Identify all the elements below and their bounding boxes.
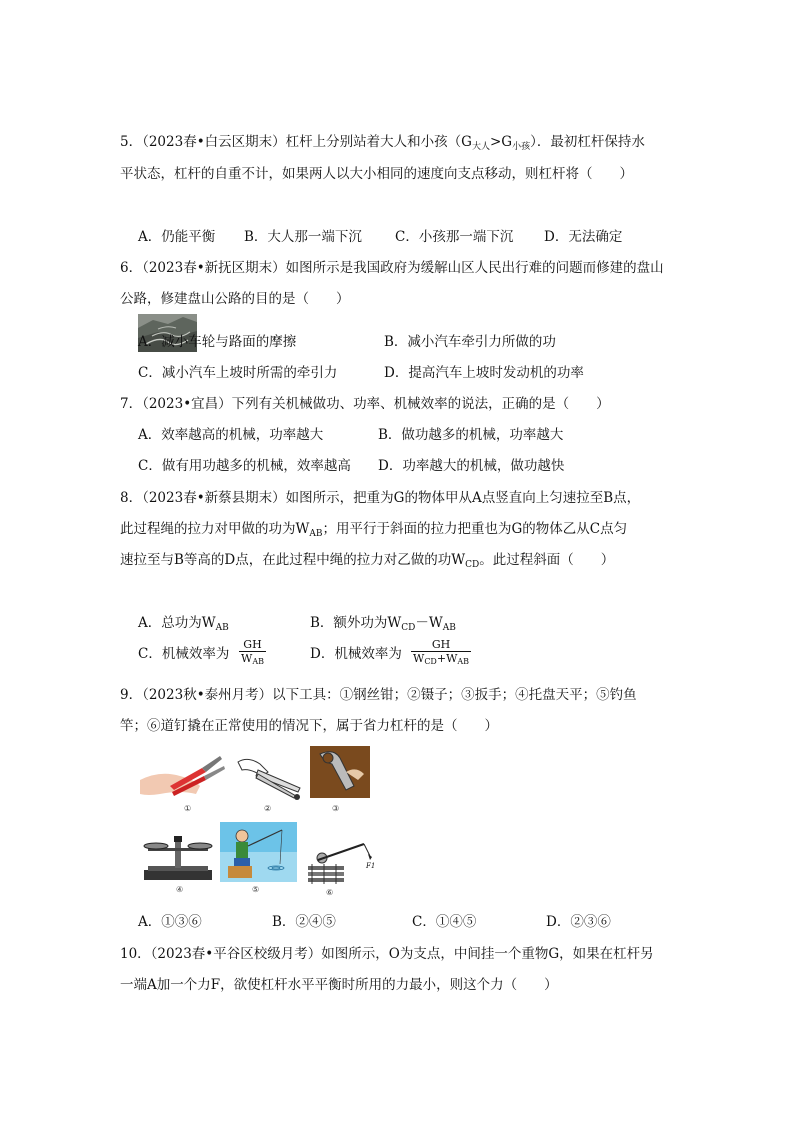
q6-stem-line1: 6．（2023春•新抚区期末）如图所示是我国政府为缓解山区人民出行难的问题而修建的盘山 [120,260,664,276]
q5-sub-adult: 大人 [471,142,490,152]
force-label: F1 [366,862,376,870]
q5-option-b: B．大人那一端下沉 [244,229,362,245]
q5-option-c: C．小孩那一端下沉 [395,229,514,245]
q5-text: 5．（2023春•白云区期末）杠杆上分别站着大人和小孩（G [120,134,472,150]
q9-stem-line2: 竿；⑥道钉撬在正常使用的情况下，属于省力杠杆的是（ ） [120,718,498,734]
sub: CD [424,657,437,666]
tool-caption-3: ③ [332,804,340,813]
q8-text-post: ；用平行于斜面的拉力把重也为G的物体乙从C点匀 [322,521,628,537]
balance-scale-image [140,832,216,882]
q7-stem: 7．（2023•宜昌）下列有关机械做功、功率、机械效率的说法，正确的是（ ） [120,396,610,412]
q8-stem-line3 [120,550,614,575]
q9-option-c: C．①④⑤ [412,914,477,930]
q8-option-c-numerator: GH [239,638,266,652]
q8-option-d-denominator [411,652,471,668]
sub: AB [252,657,264,666]
q8-option-b-sub1: CD [401,623,416,633]
q8-stem-line1: 8．（2023春•新蔡县期末）如图所示，把重为G的物体甲从A点竖直向上匀速拉至B点， [120,490,641,506]
q7-option-d: D．功率越大的机械，做功越快 [378,458,565,474]
q7-option-b: B．做功越多的机械，功率越大 [378,427,564,443]
q8-option-a-sub: AB [215,623,229,633]
q8-text: 速拉至与B等高的D点，在此过程中绳的拉力对乙做的功W [120,552,466,568]
q5-text-post: ）．最初杠杆保持水 [530,134,645,150]
q8-option-d: D．机械效率为 [310,646,402,662]
q6-option-b: B．减小汽车牵引力所做的功 [384,334,556,350]
tool-caption-2: ② [264,804,272,813]
q5-option-a: A．仍能平衡 [138,229,216,245]
q8-option-c: C．机械效率为 [138,646,230,662]
q10-stem-line1: 10．（2023春•平谷区校级月考）如图所示，O为支点，中间挂一个重物G，如果在杠杆另 [120,946,654,962]
q8-text-post: 。此过程斜面（ ） [479,552,615,568]
q8-sub-cd: CD [465,560,480,570]
q9-option-b: B．②④⑤ [272,914,336,930]
w: W [241,652,253,665]
q8-text: 此过程绳的拉力对甲做的功为W [120,521,310,537]
wrench-image [310,746,370,798]
q8-option-b [310,613,456,638]
q6-option-d: D．提高汽车上坡时发动机的功率 [384,365,584,381]
tool-caption-4: ④ [176,885,184,894]
pliers-image [140,750,228,800]
q5-stem-line2: 平状态，杠杆的自重不计，如果两人以大小相同的速度向支点移动，则杠杆将（ ） [120,166,633,182]
q8-option-b-text: B．额外功为W [310,615,402,631]
q8-option-a-text: A．总功为W [138,615,216,631]
tool-caption-6: ⑥ [326,888,334,897]
w: W [413,652,425,665]
tool-caption-5: ⑤ [252,885,260,894]
q8-option-b-sub2: AB [442,623,456,633]
q8-option-d-fraction [411,638,471,668]
plus-w: +W [436,652,458,665]
q7-option-a: A．效率越高的机械，功率越大 [138,427,324,443]
q6-stem-line2: 公路，修建盘山公路的目的是（ ） [120,291,350,307]
fishing-rod-image [220,822,297,882]
q6-option-c: C．减小汽车上坡时所需的牵引力 [138,365,338,381]
q8-sub-ab: AB [309,529,323,539]
tool-caption-1: ① [184,804,192,813]
q6-option-a: A．减小车轮与路面的摩擦 [138,334,297,350]
sub: AB [457,657,470,666]
q8-option-c-fraction [239,638,266,668]
spike-bar-image [304,840,376,886]
q7-option-c: C．做有用功越多的机械，效率越高 [138,458,351,474]
tweezers-image [234,752,306,802]
q8-stem-line2 [120,519,627,544]
q8-option-d-numerator: GH [411,638,471,652]
q8-option-b-mid: －W [415,615,443,631]
q9-option-a: A．①③⑥ [138,914,202,930]
q9-option-d: D．②③⑥ [546,914,611,930]
q9-stem-line1: 9．（2023秋•泰州月考）以下工具：①钢丝钳；②镊子；③扳手；④托盘天平；⑤钓鱼 [120,687,637,703]
q5-gt: >G [489,134,513,150]
q10-stem-line2: 一端A加一个力F，欲使杠杆水平平衡时所用的力最小，则这个力（ ） [120,977,558,993]
q8-option-a [138,613,229,638]
q8-option-c-denominator [239,652,266,668]
q5-option-d: D．无法确定 [544,229,623,245]
q5-stem-line1 [120,132,645,157]
q5-sub-child: 小孩 [512,142,531,152]
